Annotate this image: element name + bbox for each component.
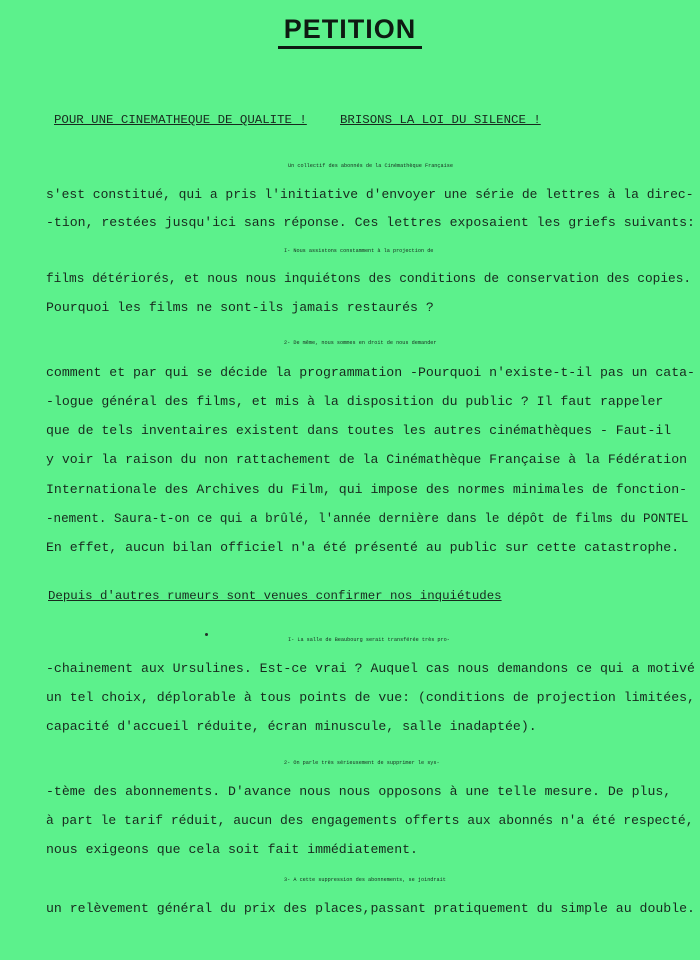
text-line: Pourquoi les films ne sont-ils jamais restaurés ? — [46, 300, 434, 315]
heading-rumeurs: Depuis d'autres rumeurs sont venues confirmer nos inquiétudes — [48, 589, 502, 603]
title-text: PETITION — [278, 14, 423, 49]
text-line: y voir la raison du non rattachement de la Cinémathèque Française à la Fédération — [46, 452, 688, 467]
text-line: -logue général des films, et mis à la disposition du public ? Il faut rappeler — [46, 394, 664, 409]
text-line: 3- A cette suppression des abonnements, se joindrait — [284, 877, 446, 883]
text-line: En effet, aucun bilan officiel n'a été présenté au public sur cette catastrophe. — [46, 540, 680, 555]
text-line: -tème des abonnements. D'avance nous nous opposons à une telle mesure. De plus, — [46, 784, 672, 799]
text-line: -tion, restées jusqu'ici sans réponse. Ces lettres exposaient les griefs suivants: — [46, 215, 695, 230]
text-line: -chainement aux Ursulines. Est-ce vrai ? Auquel cas nous demandons ce qui a motivé — [46, 661, 695, 676]
text-line: nous exigeons que cela soit fait immédiatement. — [46, 842, 418, 857]
text-line: que de tels inventaires existent dans toutes les autres cinémathèques - Faut-il — [46, 423, 672, 438]
heading-brisons-silence: BRISONS LA LOI DU SILENCE ! — [340, 113, 541, 127]
text-line: I- Nous assistons constamment à la projection de — [284, 248, 434, 254]
text-line: capacité d'accueil réduite, écran minuscule, salle inadaptée). — [46, 719, 537, 734]
heading-cinematheque-qualite: POUR UNE CINEMATHEQUE DE QUALITE ! — [54, 113, 307, 127]
text-line: Internationale des Archives du Film, qui impose des normes minimales de fonction- — [46, 482, 688, 497]
text-line: films détériorés, et nous nous inquiétons des conditions de conservation des copies. — [46, 271, 692, 286]
text-line: comment et par qui se décide la programmation -Pourquoi n'existe-t-il pas un cata- — [46, 365, 695, 380]
text-line: -nement. Saura-t-on ce qui a brûlé, l'année dernière dans le dépôt de films du PONTEL — [46, 512, 689, 526]
ink-dot — [205, 633, 208, 636]
text-line: 2- De même, nous sommes en droit de nous demander — [284, 340, 437, 346]
text-line: un tel choix, déplorable à tous points de vue: (conditions de projection limitées, — [46, 690, 695, 705]
text-line: un relèvement général du prix des places,passant pratiquement du simple au double. — [46, 901, 695, 916]
page-title — [0, 14, 700, 49]
text-line: s'est constitué, qui a pris l'initiative d'envoyer une série de lettres à la direc- — [46, 187, 694, 202]
text-line: I- La salle de Beaubourg serait transférée très pro- — [288, 637, 450, 643]
text-line: Un collectif des abonnés de la Cinémathèque Française — [288, 163, 453, 169]
text-line: à part le tarif réduit, aucun des engagements offerts aux abonnés n'a été respecté, — [46, 813, 694, 828]
text-line: 2- On parle très sérieusement de supprimer le sys- — [284, 760, 440, 766]
